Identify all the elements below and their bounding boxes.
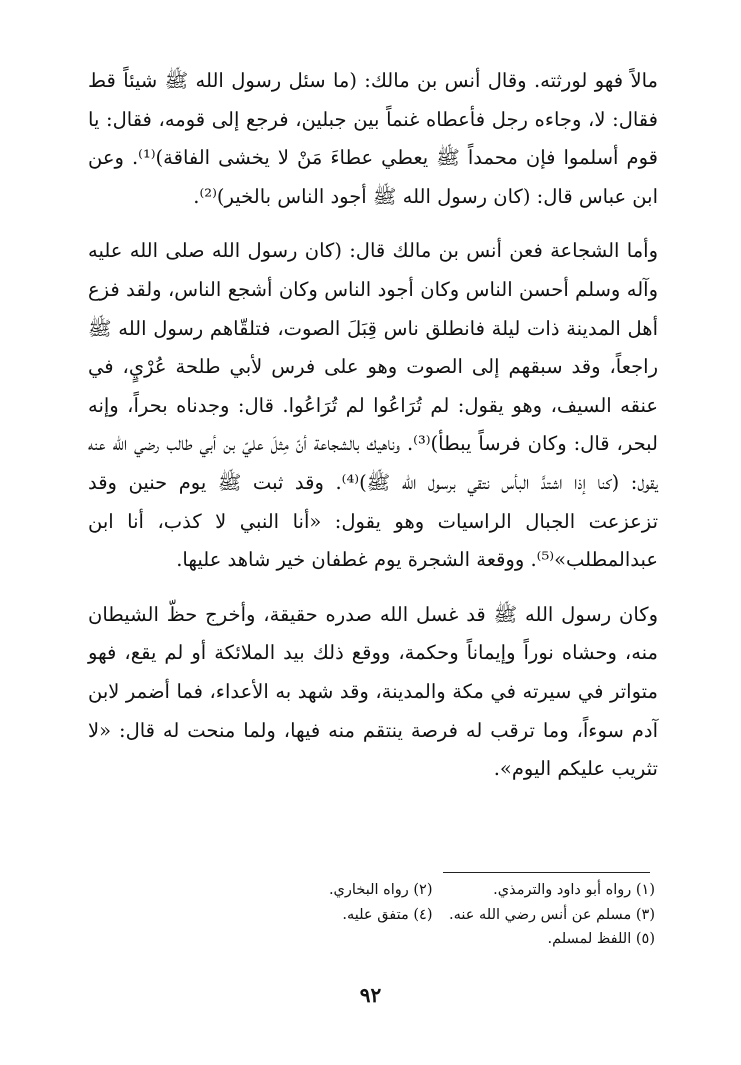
paragraph-forgiveness: وكان رسول الله ﷺ قد غسل الله صدره حقيقة، وأخرج حظّ الشيطان منه، وحشاه نوراً وإيماناً وحكمة، ووقع ذلك بيد الملائكة أو لم يقع، فهو متواتر في سيرته في مكة والمدينة، وقد شهد به الأعداء، فما أضمر لابن آدم سوءاً، وما ترقب له فرصة ينتقم منه فيها، ولما منحت له قال: «لا تثريب عليكم اليوم». bbox=[88, 602, 658, 781]
footnote-3: (٣) مسلم عن أنس رضي الله عنه. bbox=[448, 906, 655, 923]
footnote-1: (١) رواه أبو داود والترمذي. bbox=[493, 882, 655, 898]
footnote-5: (٥) اللفظ لمسلم. bbox=[547, 931, 655, 947]
main-text bbox=[88, 62, 658, 789]
paragraph-courage: وأما الشجاعة فعن أنس بن مالك قال: (كان رسول الله صلى الله عليه وآله وسلم أحسن الناس وكان أجود الناس وكان أشجع الناس، ولقد فزع أهل المدينة ذات ليلة فانطلق ناس قِبَلَ الصوت، فتلقّاهم رسول الله ﷺ راجعاً، وقد سبقهم إلى الصوت وهو على فرس لأبي طلحة عُرْيٍ، في عنقه السيف، وهو يقول: لم تُرَاعُوا لم تُرَاعُوا. قال: وجدناه بحراً، وإنه لبحر، قال: وكان فرساً يبطأ)⁽³⁾. وناهيك بالشجاعة أنّ مِثلَ عليّ بن أبي طالب رضي الله عنه يقول: (كنا إذا اشتدَّ البأس نتقي برسول الله ﷺ)⁽⁴⁾. وقد ثبت ﷺ يوم حنين وقد تزعزعت الجبال الراسيات وهو يقول: «أنا النبي لا كذب، أنا ابن عبدالمطلب»⁽⁵⁾. ووقعة الشجرة يوم غطفان خير شاهد عليها. bbox=[88, 239, 659, 572]
footnote-divider bbox=[443, 872, 650, 873]
footnote-4: (٤) متفق عليه. bbox=[342, 906, 433, 923]
footnote-row bbox=[210, 927, 655, 952]
page-number: ٩٢ bbox=[359, 983, 382, 1007]
footnote-row bbox=[210, 903, 655, 928]
footnote-row bbox=[210, 878, 655, 903]
paragraph-generosity: مالاً فهو لورثته. وقال أنس بن مالك: (ما سئل رسول الله ﷺ شيئاً قط فقال: لا، وجاءه رجل فأعطاه غنماً بين جبلين، فرجع إلى قومه، فقال: يا قوم أسلموا فإن محمداً ﷺ يعطي عطاءَ مَنْ لا يخشى الفاقة)⁽¹⁾. وعن ابن عباس قال: (كان رسول الله ﷺ أجود الناس بالخير)⁽²⁾. bbox=[88, 69, 658, 208]
footnotes bbox=[210, 878, 655, 952]
footnote-2: (٢) رواه البخاري. bbox=[328, 882, 433, 898]
